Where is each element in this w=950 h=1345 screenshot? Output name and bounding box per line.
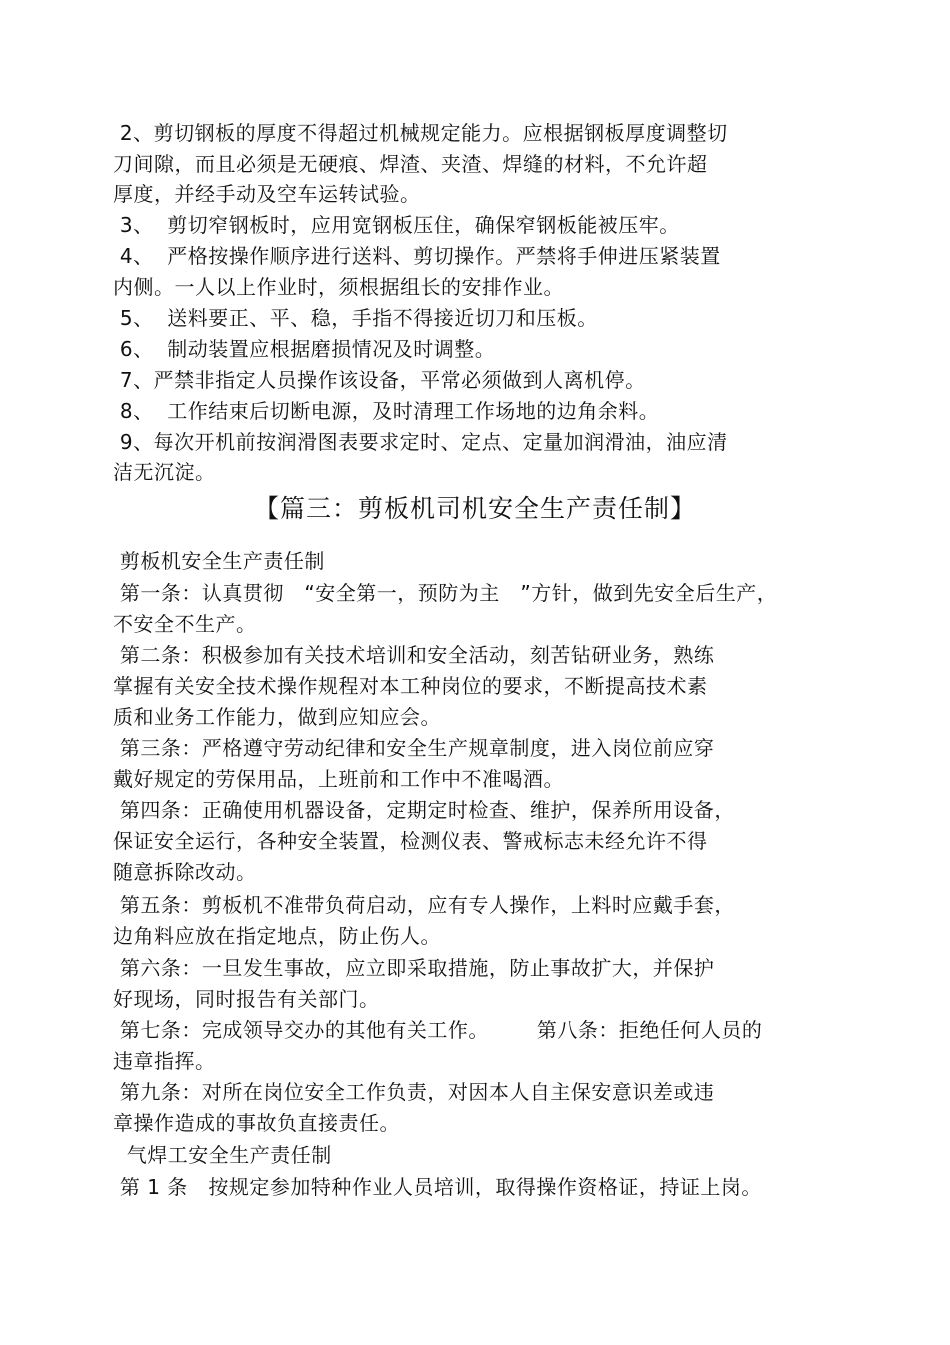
text-line: 7、严禁非指定人员操作该设备，平常必须做到人离机停。 <box>113 368 646 392</box>
text-line: 8、 工作结束后切断电源，及时清理工作场地的边角余料。 <box>113 399 660 423</box>
text-line: 内侧。一人以上作业时，须根据组长的安排作业。 <box>113 275 564 299</box>
text-line: 9、每次开机前按润滑图表要求定时、定点、定量加润滑油，油应清 <box>113 430 728 454</box>
text-line: 第二条：积极参加有关技术培训和安全活动，刻苦钻研业务，熟练 <box>113 643 715 667</box>
text-line: 刀间隙，而且必须是无硬痕、焊渣、夹渣、焊缝的材料，不允许超 <box>113 152 708 176</box>
text-line: 第七条：完成领导交办的其他有关工作。 第八条：拒绝任何人员的 <box>113 1018 763 1042</box>
text-line: 第九条：对所在岗位安全工作负责，对因本人自主保安意识差或违 <box>113 1080 715 1104</box>
text-line: 4、 严格按操作顺序进行送料、剪切操作。严禁将手伸进压紧装置 <box>113 244 721 268</box>
text-line: 边角料应放在指定地点，防止伤人。 <box>113 924 441 948</box>
text-line: 掌握有关安全技术操作规程对本工种岗位的要求，不断提高技术素 <box>113 674 708 698</box>
text-line: 质和业务工作能力，做到应知应会。 <box>113 705 441 729</box>
text-line: 6、 制动装置应根据磨损情况及时调整。 <box>113 337 496 361</box>
text-line: 第一条：认真贯彻 “安全第一，预防为主 ”方针，做到先安全后生产， <box>113 581 778 605</box>
text-line: 5、 送料要正、平、稳，手指不得接近切刀和压板。 <box>113 306 598 330</box>
text-line: 第五条：剪板机不准带负荷启动，应有专人操作，上料时应戴手套， <box>113 893 735 917</box>
text-line: 第六条：一旦发生事故，应立即采取措施，防止事故扩大，并保护 <box>113 956 715 980</box>
text-line: 保证安全运行，各种安全装置，检测仪表、警戒标志未经允许不得 <box>113 829 708 853</box>
text-line: 好现场，同时报告有关部门。 <box>113 987 380 1011</box>
text-line: 章操作造成的事故负直接责任。 <box>113 1111 400 1135</box>
section-heading: 【篇三：剪板机司机安全生产责任制】 <box>253 494 696 523</box>
text-line: 第 1 条 按规定参加特种作业人员培训，取得操作资格证，持证上岗。 <box>113 1175 762 1199</box>
text-line: 洁无沉淀。 <box>113 460 216 484</box>
text-line: 戴好规定的劳保用品，上班前和工作中不准喝酒。 <box>113 767 564 791</box>
text-line: 不安全不生产。 <box>113 612 257 636</box>
text-line: 随意拆除改动。 <box>113 860 257 884</box>
text-line: 第三条：严格遵守劳动纪律和安全生产规章制度，进入岗位前应穿 <box>113 736 715 760</box>
text-line: 第四条：正确使用机器设备，定期定时检查、维护，保养所用设备， <box>113 798 735 822</box>
subsection-title: 气焊工安全生产责任制 <box>113 1143 332 1167</box>
text-line: 3、 剪切窄钢板时，应用宽钢板压住，确保窄钢板能被压牢。 <box>113 213 680 237</box>
subsection-title: 剪板机安全生产责任制 <box>113 549 325 573</box>
text-line: 2、剪切钢板的厚度不得超过机械规定能力。应根据钢板厚度调整切 <box>113 121 728 145</box>
text-line: 违章指挥。 <box>113 1049 216 1073</box>
text-line: 厚度，并经手动及空车运转试验。 <box>113 182 421 206</box>
